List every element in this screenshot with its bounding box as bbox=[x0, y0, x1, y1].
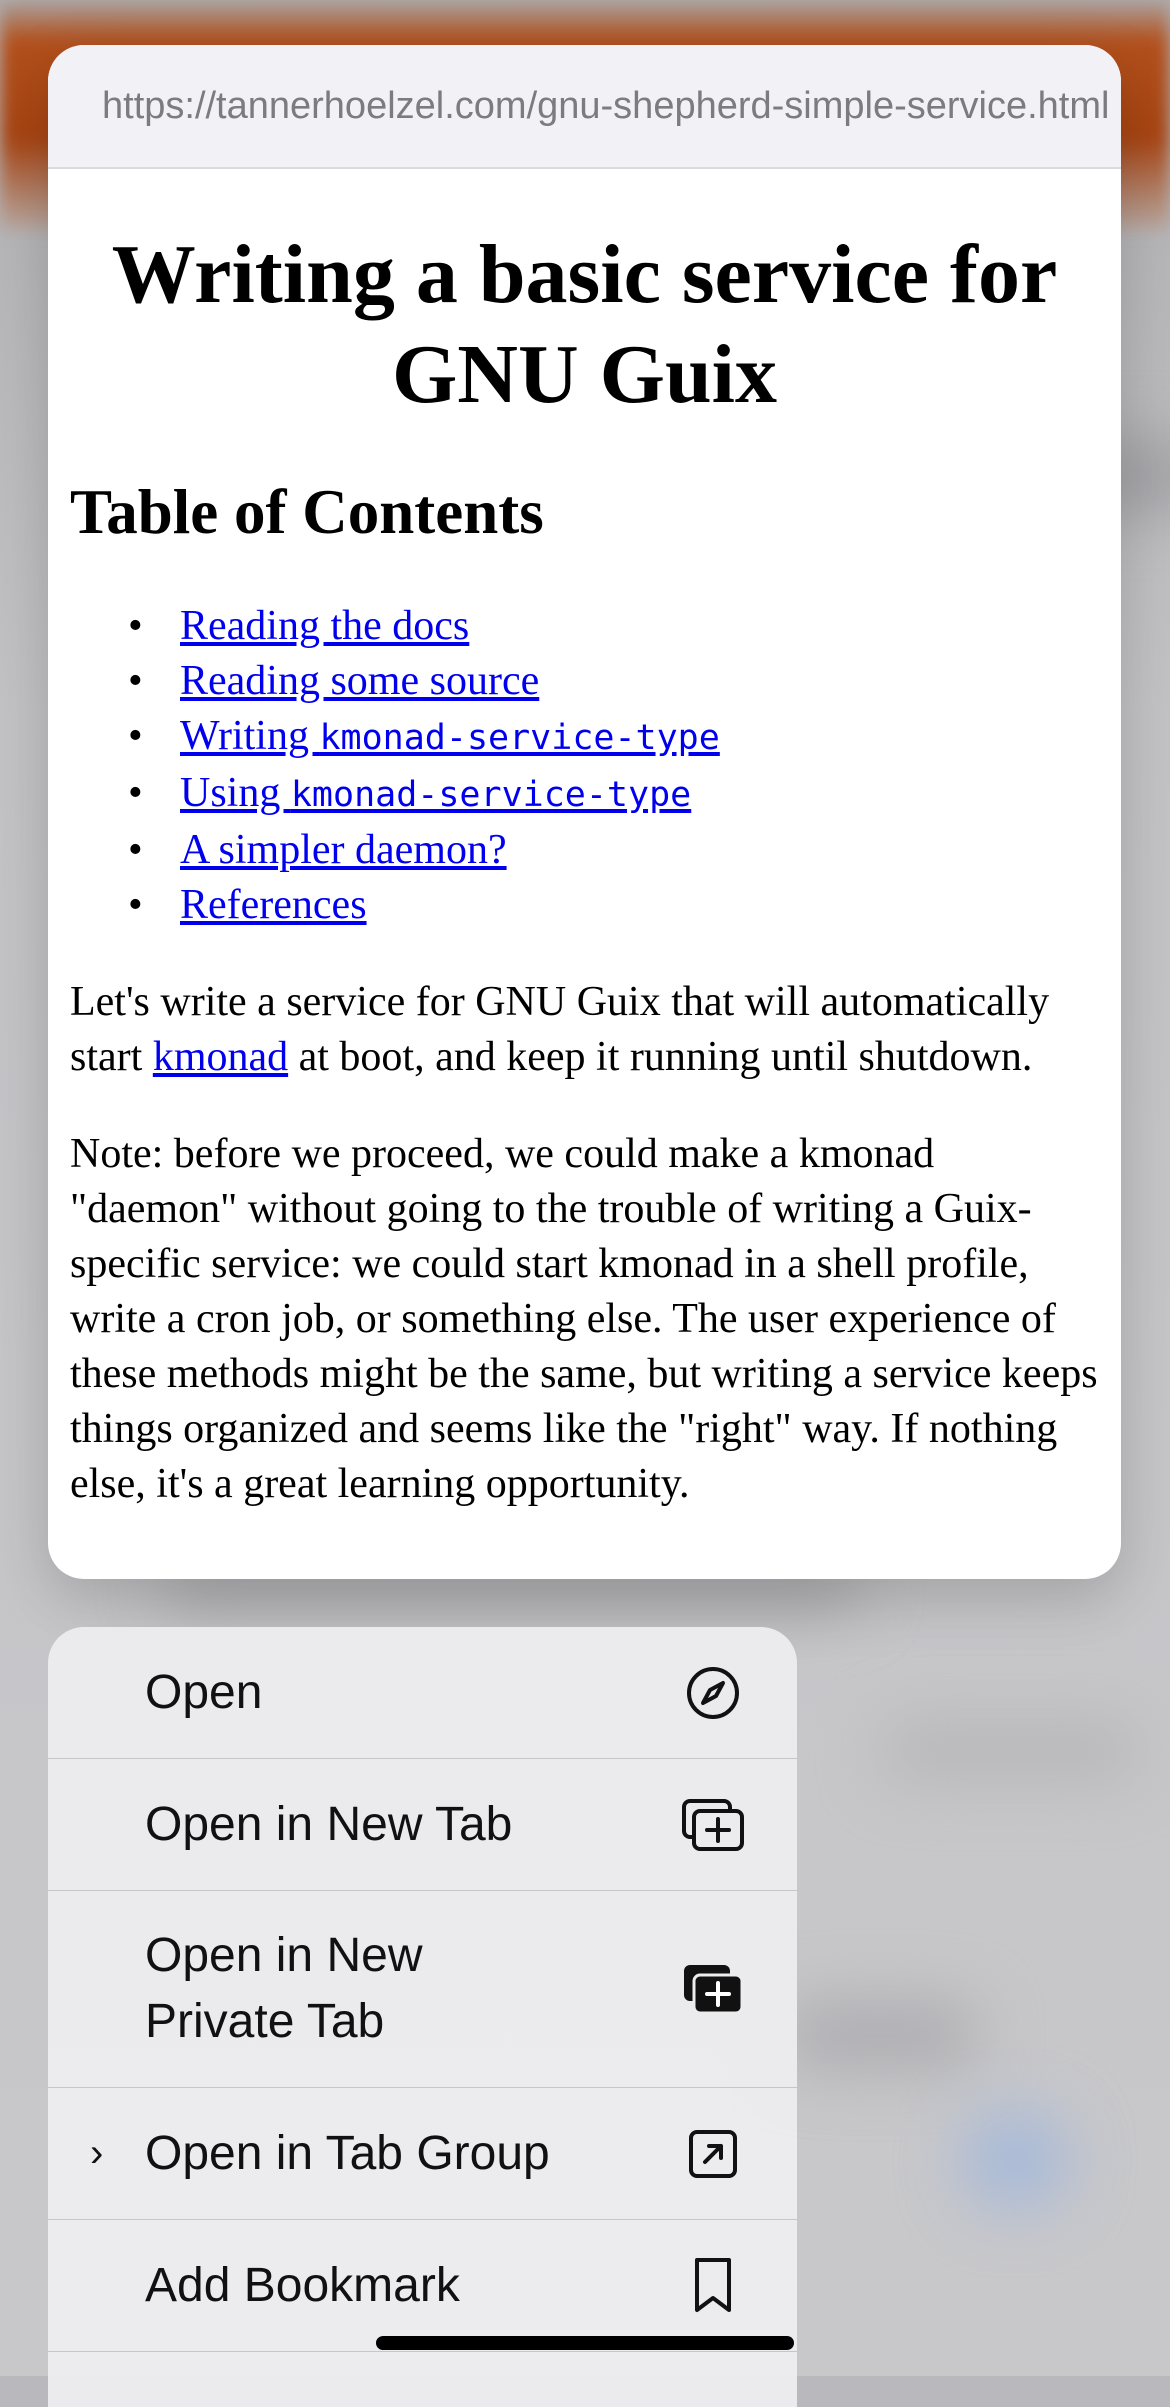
chevron-right-icon: › bbox=[90, 2131, 104, 2175]
menu-item-open[interactable] bbox=[48, 1627, 797, 1759]
page-title-line-1: Writing a basic service for bbox=[111, 228, 1058, 321]
toc-link-simpler-daemon[interactable]: A simpler daemon? bbox=[180, 827, 507, 873]
bullet: • bbox=[128, 770, 143, 816]
menu-item-add-bookmark[interactable] bbox=[48, 2220, 797, 2352]
bullet: • bbox=[128, 882, 143, 928]
toc-link-code: kmonad-service-type bbox=[319, 718, 720, 758]
menu-item-label-line-1: Open in New bbox=[145, 1929, 423, 1982]
context-menu bbox=[48, 1627, 797, 2407]
toc-item bbox=[128, 654, 1099, 709]
intro-text: Let's write a service for GNU Guix that will automatically start bbox=[70, 979, 1050, 1080]
menu-item-open-tab-group[interactable] bbox=[48, 2088, 797, 2220]
compass-icon bbox=[677, 1657, 749, 1729]
preview-url: https://tannerhoelzel.com/gnu-shepherd-simple-service.html bbox=[102, 84, 1110, 127]
menu-item-label: Open bbox=[145, 1665, 263, 1719]
preview-url-bar bbox=[48, 45, 1121, 169]
toc-link-code: kmonad-service-type bbox=[290, 775, 692, 815]
private-tab-icon bbox=[677, 1953, 749, 2025]
menu-item-label: Open in Tab Group bbox=[145, 2126, 550, 2180]
toc-item bbox=[128, 878, 1099, 933]
toc-heading: Table of Contents bbox=[70, 477, 544, 547]
toc-link-references[interactable]: References bbox=[180, 882, 367, 928]
toc-link-reading-docs[interactable]: Reading the docs bbox=[180, 603, 470, 649]
toc-link-reading-source[interactable]: Reading some source bbox=[180, 658, 540, 704]
toc-item bbox=[128, 766, 1099, 823]
blur-blob bbox=[880, 1720, 1140, 1780]
menu-item-open-new-tab[interactable] bbox=[48, 1759, 797, 1891]
preview-page-content bbox=[48, 225, 1121, 1512]
page-title bbox=[70, 225, 1099, 425]
toc-item bbox=[128, 709, 1099, 766]
toc-item bbox=[128, 823, 1099, 878]
new-tab-icon bbox=[677, 1789, 749, 1861]
bullet: • bbox=[128, 827, 143, 873]
intro-text-end: at boot, and keep it running until shutdown. bbox=[288, 1034, 1033, 1080]
toc-item bbox=[128, 599, 1099, 654]
page-title-line-2: GNU Guix bbox=[391, 328, 778, 421]
menu-item-label bbox=[145, 1923, 422, 2055]
toc-link-using-service[interactable] bbox=[180, 770, 691, 816]
menu-item-label: Add Bookmark bbox=[145, 2258, 460, 2312]
note-paragraph: Note: before we proceed, we could make a kmonad "daemon" without going to the trouble of writing a Guix-specific service: we could start kmonad in a shell profile, write a cron job, or something else. The user experience of these methods might be the same, but writing a service keeps things organized and seems like the "right" way. If nothing else, it's a great learning opportunity. bbox=[70, 1131, 1098, 1507]
menu-item-label-line-2: Private Tab bbox=[145, 1995, 385, 2048]
menu-item-label: Open in New Tab bbox=[145, 1797, 513, 1851]
kmonad-link[interactable]: kmonad bbox=[152, 1034, 289, 1080]
intro-paragraph bbox=[70, 975, 1099, 1085]
bullet: • bbox=[128, 658, 143, 704]
toc-link-prefix: Writing bbox=[180, 713, 320, 759]
link-preview-card[interactable] bbox=[48, 45, 1121, 1579]
blur-blob bbox=[780, 2000, 980, 2070]
tab-group-icon bbox=[677, 2118, 749, 2190]
menu-item-open-private-tab[interactable] bbox=[48, 1891, 797, 2088]
blur-blob bbox=[960, 2110, 1070, 2210]
home-indicator[interactable] bbox=[376, 2336, 794, 2350]
bookmark-icon bbox=[677, 2250, 749, 2322]
bullet: • bbox=[128, 603, 143, 649]
table-of-contents bbox=[70, 599, 1099, 933]
bullet: • bbox=[128, 713, 143, 759]
toc-link-prefix: Using bbox=[180, 770, 291, 816]
toc-link-writing-service[interactable] bbox=[180, 713, 720, 759]
